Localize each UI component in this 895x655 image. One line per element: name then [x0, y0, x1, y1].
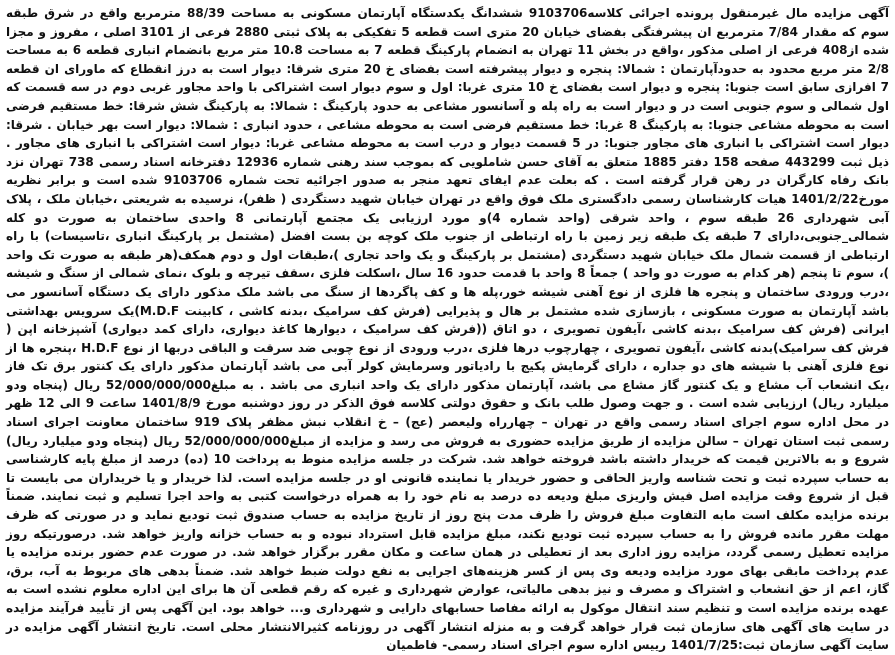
auction-notice-text: آگهی مزایده مال غیرمنقول پرونده اجرائی کلاسه9103706 ششدانگ یکدستگاه آپارتمان مسکونی به مساحت 88/39 مترمربع واقع در شرق طبقه سوم که مقدار 7/84 مترمربع ان پیشرفتگی بفضای خیابان 20 متری است قطعه 5 تفکیکی به پلاک ثبتی 2880 فرعی از 3101 اصلی ، مفروز و مجزا شده از408 فرعی از اصلی مذکور ،واقع در بخش 11 تهران به انضمام پارکینگ قطعه 7 به مساحت 10.8 متر مربع بانضمام انباری قطعه 6 به مساحت 2/8 متر مربع محدود به حدودآپارتمان : شمالا: پنجره و دیوار پیشرفته است بفضای خ 20 متری شرقا: دیوار است به درز انقطاع که ماورای ان قطعه 7 افرازی سابق است جنوبا: پنجره و دیوار است بفضای خ 10 متری غربا: اول و سوم دیوار است اشتراکی با واحد مجاور غربی دوم در سه قسمت که اول شمالی و سوم جنوبی است در و دیوار است به راه پله و آسانسور مشاعی به حدود پارکینگ : شمالا: به پارکینگ شش شرقا: خط مستقیم فرضی است به محوطه مشاعی جنوبا: به پارکینگ 8 غربا: خط مستقیم فرضی است به محوطه مشاعی ، حدود انباری : شمالا: دیوار است بهر خیابان . شرقا: دیوار است اشتراکی با انباری های مجاور جنوبا: در 5 قسمت دیوار و درب است به محوطه مشاعی غربا: دیوار است اشتراکی با انباری های مجاور . ذیل ثبت 443299 صفحه 158 دفتر 1885 متعلق به آقای حسن شاملویی که بموجب سند رهنی شماره 12936 دفترخانه اسناد رسمی 738 تهران نزد بانک رفاه کارگران در رهن قرار گرفته است . که بعلت عدم ایفای تعهد منجر به صدور اجرائیه تحت شماره 9103706 شده است و برابر نظریه مورخ1401/2/22 هیات کارشناسان رسمی دادگستری ملک فوق واقع در تهران خیابان شهید دستگردی ( ظفر)، نرسیده به شریعتی ،خیابان ملک ، پلاک آبی شهرداری 26 طبقه سوم ، واحد شرقی (واحد شماره 4)و مورد ارزیابی یک مجتمع آپارتمانی 8 واحدی ساختمان به صورت دو کله شمالی_جنوبی،دارای 7 طبقه یک طبقه زیر زمین با راه ارتباطی از جنوب ملک کوچه بن بست افضل (مشتمل بر پارکینگ انباری ،تاسیسات) با راه ارتباطی از قسمت شمال ملک خیابان شهید دستگردی (مشتمل بر پارکینگ و یک واحد تجاری )،طبقات اول و دوم همکف(هر طبقه به صورت تک واحد )، سوم تا پنجم (هر کدام به صورت دو واحد ) جمعاً 8 واحد با قدمت حدود 16 سال ،اسکلت فلزی ،سقف تیرچه و بلوک ،نمای شمالی از سنگ و شیشه ،درب ورودی ساختمان و پنجره ها فلزی از نوع آهنی شیشه خور،پله ها و کف پاگردها از سنگ می باشد ملک مذکور دارای یک دستگاه آسانسور می باشد آپارتمان به صورت مسکونی ، بازسازی شده مشتمل بر هال و پذیرایی (فرش کف سرامیک ،بدنه کاشی ، کابینت M.D.F)یک سرویس بهداشتی ایرانی (فرش کف سرامیک ،بدنه کاشی ،آیفون تصویری ، دو اتاق ((فرش کف سرامیک ، دیوارها کاغذ دیواری، دارای کمد دیواری) آشپزخانه اپن ( فرش کف سرامیک)بدنه کاشی ،آیفون تصویری ، چهارچوب درها فلزی ،درب ورودی از نوع چوبی ضد سرقت و الباقی دربها از نوع H.D.F ،پنجره ها از نوع فلزی آهنی با شیشه های دو جداره ، دارای گرمایش پکیج با رادیاتور وسرمایش کولر آبی می باشد آپارتمان مذکور دارای یک کنتور برق تک فاز ،یک انشعاب آب مشاع و یک کنتور گاز مشاع می باشد، آپارتمان مذکور دارای یک واحد انباری می باشد . به مبلغ52/000/000/000 ریال (پنجاه ودو میلیارد ریال) ارزیابی شده است . و جهت وصول طلب بانک و حقوق دولتی کلاسه فوق الذکر در روز دوشنبه مورخ 1401/8/9 ساعت 9 الی 12 ظهر در محل اداره سوم اجرای اسناد رسمی واقع در تهران – چهارراه ولیعصر (عج) – خ انقلاب نبش مظفر پلاک 919 ساختمان معاونت اجرای اسناد رسمی ثبت استان تهران – سالن مزایده از طریق مزایده حضوری به فروش می رسد و مزایده از مبلغ52/000/000/000 ریال (پنجاه ودو میلیارد ریال) شروع و به بالاترین قیمت که خریدار داشته باشد فروخته خواهد شد. شرکت در جلسه مزایده منوط به پرداخت 10 (ده) درصد از مبلغ پایه کارشناسی به حساب سپرده ثبت و تحت شناسه واریز الحاقی و حضور خریدار یا نماینده قانونی او در جلسه مزایده است. لذا خریدار و یا خریداران می بایست تا قبل از شروع وقت مزایده اصل فیش واریزی مبلغ ودیعه ده درصد به نام خود را به همراه درخواست کتبی به واحد اجرا تسلیم و ثبت نمایند. ضمناً برنده مزایده مکلف است مابه التفاوت مبلغ فروش را ظرف مدت پنج روز از تاریخ مزایده به حساب صندوق ثبت تودیع نماید و در صورتی که ظرف مهلت مقرر مانده فروش را به حساب سپرده ثبت تودیع نکند، مبلغ مزایده قابل استرداد نبوده و به حساب خزانه واریز خواهد شد. درصورتیکه روز مزایده تعطیل رسمی گردد، مزایده روز اداری بعد از تعطیلی در همان ساعت و مکان مقرر برگزار خواهد شد. در صورت عدم حضور برنده مزایده یا عدم پرداخت مابقی بهای مورد مزایده ودیعه وی پس از کسر هزینه‌های اجرایی به نفع دولت ضبط خواهد شد. ضمناً بدهی های مربوط به آب، برق، گاز، اعم از حق انشعاب و اشتراک و مصرف و نیز بدهی مالیاتی، عوارض شهرداری و غیره که رقم قطعی آن ها برای این اداره معلوم نشده است به عهده برنده مزایده است و تنظیم سند انتقال موکول به ارائه مفاصا حسابهای دارایی و شهرداری و... خواهد بود. این آگهی پس از تأیید فرآیند مزایده در سایت های آگهی های سازمان ثبت قرار خواهد گرفت و به منزله انتشار آگهی در روزنامه کثیرالانتشار محلی است. تاریخ انتشار آگهی مزایده در سایت آگهی سازمان ثبت:1401/7/25 رییس اداره سوم اجرای اسناد رسمی- فاطمیان	[6, 6, 890, 653]
auction-notice	[6, 4, 889, 655]
